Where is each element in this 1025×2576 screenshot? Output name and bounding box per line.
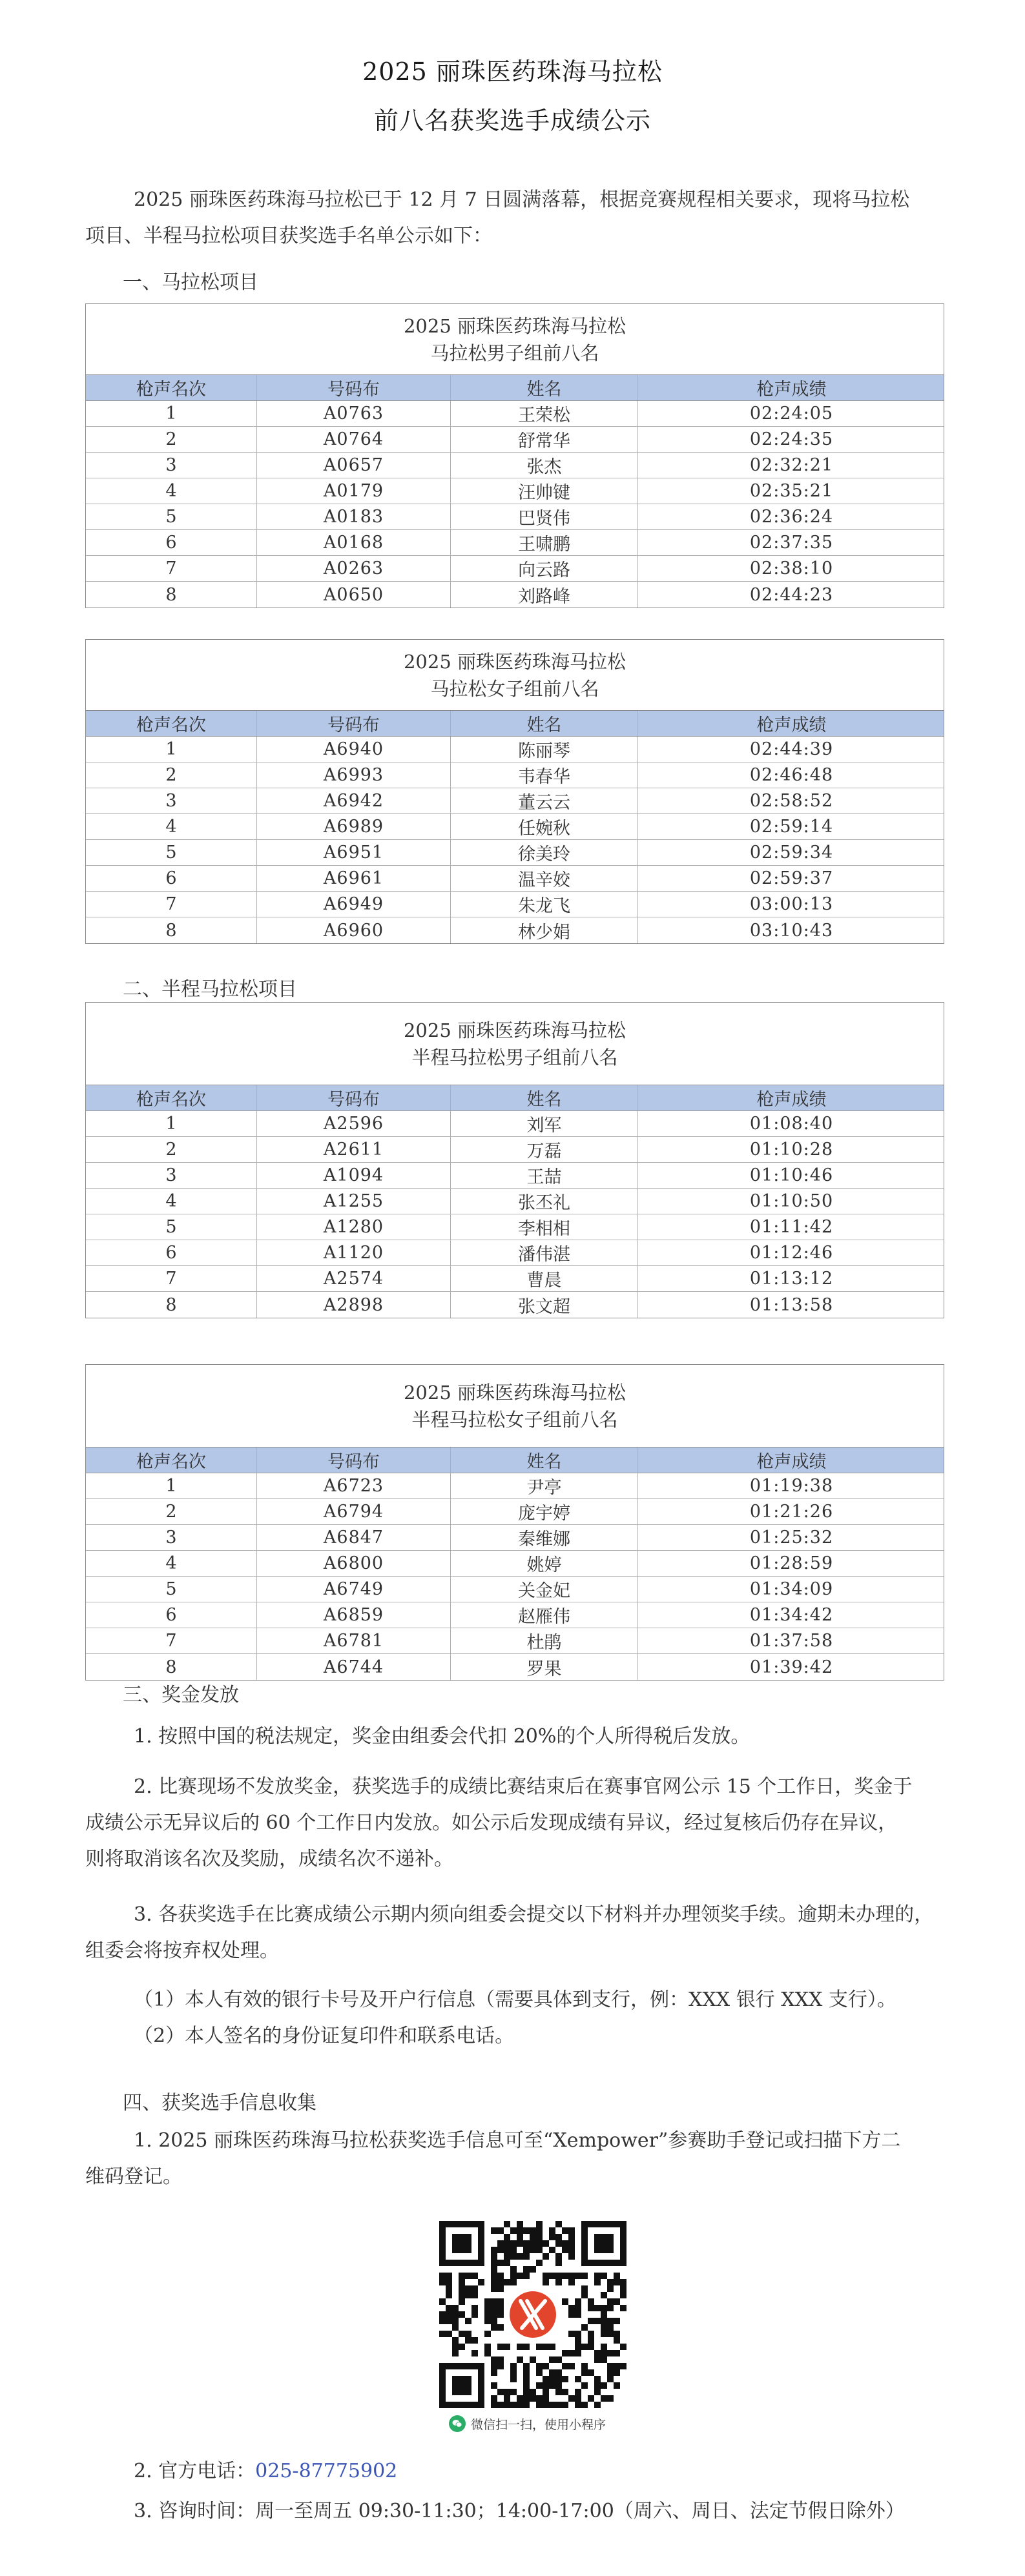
cell-rank: 5 [86, 1214, 257, 1240]
cell-bib: A6961 [257, 866, 451, 891]
prize-item3 [85, 1897, 944, 1969]
cell-rank: 7 [86, 892, 257, 917]
cell-time: 02:44:39 [749, 739, 834, 759]
table-row [86, 762, 944, 788]
cell-time: 01:13:58 [749, 1294, 834, 1315]
col-time: 枪声成绩 [756, 380, 827, 400]
table-title: 2025 丽珠医药珠海马拉松 [403, 1382, 626, 1404]
prize-sub-items [85, 1982, 944, 2054]
cell-bib: A0179 [257, 478, 451, 504]
table-row [86, 788, 944, 814]
cell-rank: 2 [86, 1499, 257, 1524]
qr-caption [449, 2413, 636, 2434]
cell-name: 陈丽琴 [451, 737, 638, 762]
cell-name: 舒常华 [451, 427, 638, 452]
cell-time: 02:37:35 [749, 533, 834, 553]
cell-bib: A6781 [257, 1628, 451, 1653]
cell-name: 张杰 [451, 453, 638, 478]
cell-time: 01:34:42 [749, 1605, 834, 1625]
col-rank: 枪声名次 [86, 375, 257, 400]
table-row [86, 1602, 944, 1628]
cell-bib: A6723 [257, 1473, 451, 1498]
cell-rank: 7 [86, 1266, 257, 1291]
col-bib: 号码布 [257, 1085, 451, 1110]
cell-rank: 3 [86, 788, 257, 813]
cell-time: 02:36:24 [749, 507, 834, 527]
col-name: 姓名 [451, 1085, 638, 1110]
cell-name: 杜鹃 [451, 1628, 638, 1653]
table-row [86, 427, 944, 453]
cell-time: 03:10:43 [749, 920, 834, 941]
col-rank: 枪声名次 [86, 711, 257, 736]
table-row [86, 1292, 944, 1318]
cell-bib: A6940 [257, 737, 451, 762]
col-bib: 号码布 [257, 1447, 451, 1473]
cell-time: 01:19:38 [749, 1476, 834, 1496]
section-marathon-heading: 一、马拉松项目 [123, 271, 258, 294]
table-header-row [86, 1447, 944, 1473]
cell-bib: A6749 [257, 1577, 451, 1602]
table-row [86, 582, 944, 608]
prize-item1-text: 1. 按照中国的税法规定，奖金由组委会代扣 20%的个人所得税后发放。 [134, 1725, 751, 1748]
cell-rank: 2 [86, 762, 257, 788]
cell-time: 01:10:28 [749, 1140, 834, 1160]
info-item1-line1: 1. 2025 丽珠医药珠海马拉松获奖选手信息可至“Xempower”参赛助手登记或扫描下方二 [134, 2129, 901, 2152]
table-caption [86, 1365, 944, 1447]
table-row [86, 530, 944, 556]
cell-time: 01:08:40 [749, 1114, 834, 1134]
cell-name: 刘路峰 [451, 582, 638, 608]
cell-time: 01:25:32 [749, 1528, 834, 1548]
cell-rank: 8 [86, 1654, 257, 1680]
table-row [86, 1628, 944, 1654]
section-prize-heading: 三、奖金发放 [123, 1684, 239, 1706]
qr-code-graphic [439, 2221, 626, 2408]
table-row [86, 1214, 944, 1240]
cell-name: 王啸鹏 [451, 530, 638, 555]
info-item1 [85, 2123, 944, 2195]
qr-code-icon[interactable] [439, 2221, 626, 2408]
cell-name: 潘伟湛 [451, 1240, 638, 1265]
cell-rank: 7 [86, 556, 257, 581]
prize-item1 [85, 1719, 944, 1755]
results-table-marathon-men [85, 303, 944, 608]
col-time: 枪声成绩 [756, 1090, 827, 1110]
table-caption [86, 1003, 944, 1085]
prize-item2-line3: 则将取消该名次及奖励，成绩名次不递补。 [85, 1848, 453, 1870]
cell-time: 01:21:26 [749, 1502, 834, 1522]
cell-rank: 4 [86, 814, 257, 839]
cell-time: 02:24:35 [749, 429, 834, 449]
prize-item3-line2: 组委会将按弃权处理。 [85, 1939, 279, 1962]
table-subtitle: 马拉松女子组前八名 [430, 678, 599, 700]
cell-time: 02:44:23 [749, 584, 834, 605]
cell-name: 秦维娜 [451, 1525, 638, 1550]
results-table-marathon-women [85, 639, 944, 944]
cell-time: 03:00:13 [749, 894, 834, 914]
cell-name: 巴贤伟 [451, 504, 638, 529]
cell-time: 02:59:37 [749, 868, 834, 888]
cell-rank: 1 [86, 1111, 257, 1136]
cell-time: 01:28:59 [749, 1553, 834, 1573]
cell-name: 董云云 [451, 788, 638, 813]
phone-label: 2. 官方电话： [134, 2460, 256, 2482]
table-subtitle: 马拉松男子组前八名 [430, 342, 599, 364]
cell-bib: A2611 [257, 1137, 451, 1162]
cell-bib: A6800 [257, 1551, 451, 1576]
cell-bib: A1280 [257, 1214, 451, 1240]
table-row [86, 1266, 944, 1292]
cell-bib: A6847 [257, 1525, 451, 1550]
wechat-icon [449, 2415, 466, 2432]
cell-name: 李相相 [451, 1214, 638, 1240]
table-body [86, 1111, 944, 1318]
table-row [86, 866, 944, 892]
doc-title-line2: 前八名获奖选手成绩公示 [373, 107, 651, 135]
info-item3 [85, 2493, 944, 2530]
cell-rank: 8 [86, 917, 257, 943]
cell-time: 01:12:46 [749, 1243, 834, 1263]
qr-caption-text: 微信扫一扫，使用小程序 [471, 2417, 606, 2432]
cell-bib: A2596 [257, 1111, 451, 1136]
cell-rank: 2 [86, 1137, 257, 1162]
cell-rank: 1 [86, 737, 257, 762]
cell-rank: 6 [86, 1240, 257, 1265]
table-row [86, 1551, 944, 1577]
info-item2 [85, 2453, 944, 2489]
col-name: 姓名 [451, 375, 638, 400]
cell-rank: 3 [86, 453, 257, 478]
table-subtitle: 半程马拉松男子组前八名 [411, 1047, 618, 1068]
cell-bib: A6942 [257, 788, 451, 813]
cell-bib: A2898 [257, 1292, 451, 1318]
cell-name: 万磊 [451, 1137, 638, 1162]
cell-time: 01:39:42 [749, 1657, 834, 1677]
cell-bib: A6993 [257, 762, 451, 788]
table-row [86, 1654, 944, 1680]
col-name: 姓名 [451, 1447, 638, 1473]
table-row [86, 917, 944, 943]
cell-rank: 3 [86, 1525, 257, 1550]
table-caption [86, 304, 944, 375]
table-title: 2025 丽珠医药珠海马拉松 [403, 1019, 626, 1041]
cell-time: 02:59:14 [749, 817, 834, 837]
cell-time: 02:32:21 [749, 455, 834, 475]
col-time: 枪声成绩 [756, 1452, 827, 1472]
cell-rank: 4 [86, 478, 257, 504]
table-row [86, 478, 944, 504]
cell-time: 01:13:12 [749, 1269, 834, 1289]
cell-bib: A6794 [257, 1499, 451, 1524]
xempower-logo-icon [507, 2289, 559, 2340]
cell-time: 01:34:09 [749, 1579, 834, 1599]
cell-rank: 1 [86, 1473, 257, 1498]
section-half-marathon-heading: 二、半程马拉松项目 [123, 978, 297, 1001]
cell-rank: 5 [86, 840, 257, 865]
table-row [86, 1163, 944, 1189]
cell-name: 刘军 [451, 1111, 638, 1136]
table-row [86, 1137, 944, 1163]
table-row [86, 1577, 944, 1602]
prize-sub2: （2）本人签名的身份证复印件和联系电话。 [134, 2025, 515, 2047]
cell-name: 尹亭 [451, 1473, 638, 1498]
table-row [86, 1189, 944, 1214]
table-row [86, 504, 944, 530]
prize-item2-line1: 2. 比赛现场不发放奖金，获奖选手的成绩比赛结束后在赛事官网公示 15 个工作日，奖金于 [134, 1775, 913, 1798]
cell-name: 姚婷 [451, 1551, 638, 1576]
cell-name: 罗果 [451, 1654, 638, 1680]
table-body [86, 401, 944, 608]
prize-item2 [85, 1769, 944, 1877]
cell-name: 朱龙飞 [451, 892, 638, 917]
cell-time: 02:59:34 [749, 843, 834, 863]
table-row [86, 1525, 944, 1551]
cell-time: 02:35:21 [749, 481, 834, 501]
table-row [86, 1473, 944, 1499]
cell-rank: 4 [86, 1189, 257, 1214]
table-row [86, 1111, 944, 1137]
cell-bib: A0263 [257, 556, 451, 581]
cell-rank: 3 [86, 1163, 257, 1188]
table-row [86, 840, 944, 866]
col-bib: 号码布 [257, 711, 451, 736]
cell-bib: A6951 [257, 840, 451, 865]
table-header-row [86, 1085, 944, 1111]
intro-line2: 项目、半程马拉松项目获奖选手名单公示如下： [85, 225, 492, 247]
section-info-heading: 四、获奖选手信息收集 [123, 2092, 316, 2114]
cell-time: 02:38:10 [749, 558, 834, 578]
table-subtitle: 半程马拉松女子组前八名 [411, 1409, 618, 1431]
cell-name: 王荣松 [451, 401, 638, 426]
results-table-half-women [85, 1364, 944, 1681]
cell-rank: 4 [86, 1551, 257, 1576]
prize-item2-line2: 成绩公示无异议后的 60 个工作日内发放。如公示后发现成绩有异议，经过复核后仍存在异议， [85, 1812, 898, 1834]
cell-time: 02:46:48 [749, 765, 834, 785]
cell-name: 关金妃 [451, 1577, 638, 1602]
cell-name: 温辛姣 [451, 866, 638, 891]
table-row [86, 556, 944, 582]
table-row [86, 453, 944, 478]
cell-bib: A6960 [257, 917, 451, 943]
cell-name: 王喆 [451, 1163, 638, 1188]
cell-name: 张丕礼 [451, 1189, 638, 1214]
cell-rank: 8 [86, 582, 257, 608]
phone-link[interactable]: 025-87775902 [255, 2460, 398, 2482]
prize-sub1: （1）本人有效的银行卡号及开户行信息（需要具体到支行，例：XXX 银行 XXX 支行）。 [134, 1988, 896, 2011]
cell-name: 张文超 [451, 1292, 638, 1318]
cell-bib: A1094 [257, 1163, 451, 1188]
cell-name: 韦春华 [451, 762, 638, 788]
cell-bib: A0168 [257, 530, 451, 555]
table-row [86, 892, 944, 917]
cell-name: 任婉秋 [451, 814, 638, 839]
table-row [86, 1499, 944, 1525]
prize-item3-line1: 3. 各获奖选手在比赛成绩公示期内须向组委会提交以下材料并办理领奖手续。逾期未办理的， [134, 1903, 934, 1926]
info-item1-line2: 维码登记。 [85, 2165, 182, 2188]
cell-rank: 1 [86, 401, 257, 426]
table-row [86, 814, 944, 840]
table-title: 2025 丽珠医药珠海马拉松 [403, 651, 626, 673]
col-rank: 枪声名次 [86, 1447, 257, 1473]
col-rank: 枪声名次 [86, 1085, 257, 1110]
cell-rank: 5 [86, 504, 257, 529]
cell-rank: 2 [86, 427, 257, 452]
cell-name: 林少娟 [451, 917, 638, 943]
cell-name: 汪帅键 [451, 478, 638, 504]
doc-title-line1: 2025 丽珠医药珠海马拉松 [362, 57, 663, 86]
cell-rank: 6 [86, 1602, 257, 1628]
table-caption [86, 640, 944, 711]
cell-name: 庞宇婷 [451, 1499, 638, 1524]
cell-bib: A1255 [257, 1189, 451, 1214]
cell-time: 01:37:58 [749, 1631, 834, 1651]
cell-time: 01:10:50 [749, 1191, 834, 1211]
cell-time: 02:24:05 [749, 404, 834, 424]
cell-rank: 7 [86, 1628, 257, 1653]
cell-bib: A0657 [257, 453, 451, 478]
cell-name: 向云路 [451, 556, 638, 581]
table-body [86, 1473, 944, 1680]
table-header-row [86, 711, 944, 737]
cell-bib: A0763 [257, 401, 451, 426]
cell-time: 01:11:42 [749, 1217, 834, 1237]
cell-bib: A6744 [257, 1654, 451, 1680]
cell-time: 02:58:52 [749, 791, 834, 811]
cell-bib: A1120 [257, 1240, 451, 1265]
table-row [86, 401, 944, 427]
intro-paragraph [85, 182, 944, 254]
cell-rank: 6 [86, 866, 257, 891]
intro-line1: 2025 丽珠医药珠海马拉松已于 12 月 7 日圆满落幕，根据竞赛规程相关要求，现将马拉松 [134, 189, 910, 211]
col-time: 枪声成绩 [756, 715, 827, 735]
consult-hours: 3. 咨询时间：周一至周五 09:30-11:30；14:00-17:00（周六、周日、法定节假日除外） [134, 2500, 905, 2522]
cell-name: 曹晨 [451, 1266, 638, 1291]
cell-bib: A0764 [257, 427, 451, 452]
cell-time: 01:10:46 [749, 1165, 834, 1185]
table-row [86, 737, 944, 762]
table-header-row [86, 375, 944, 401]
table-row [86, 1240, 944, 1266]
cell-rank: 5 [86, 1577, 257, 1602]
cell-bib: A2574 [257, 1266, 451, 1291]
cell-bib: A0650 [257, 582, 451, 608]
table-body [86, 737, 944, 943]
col-name: 姓名 [451, 711, 638, 736]
cell-bib: A6859 [257, 1602, 451, 1628]
cell-name: 徐美玲 [451, 840, 638, 865]
cell-bib: A6949 [257, 892, 451, 917]
cell-bib: A6989 [257, 814, 451, 839]
results-table-half-men [85, 1002, 944, 1318]
cell-bib: A0183 [257, 504, 451, 529]
cell-rank: 8 [86, 1292, 257, 1318]
table-title: 2025 丽珠医药珠海马拉松 [403, 315, 626, 337]
cell-rank: 6 [86, 530, 257, 555]
col-bib: 号码布 [257, 375, 451, 400]
cell-name: 赵雁伟 [451, 1602, 638, 1628]
